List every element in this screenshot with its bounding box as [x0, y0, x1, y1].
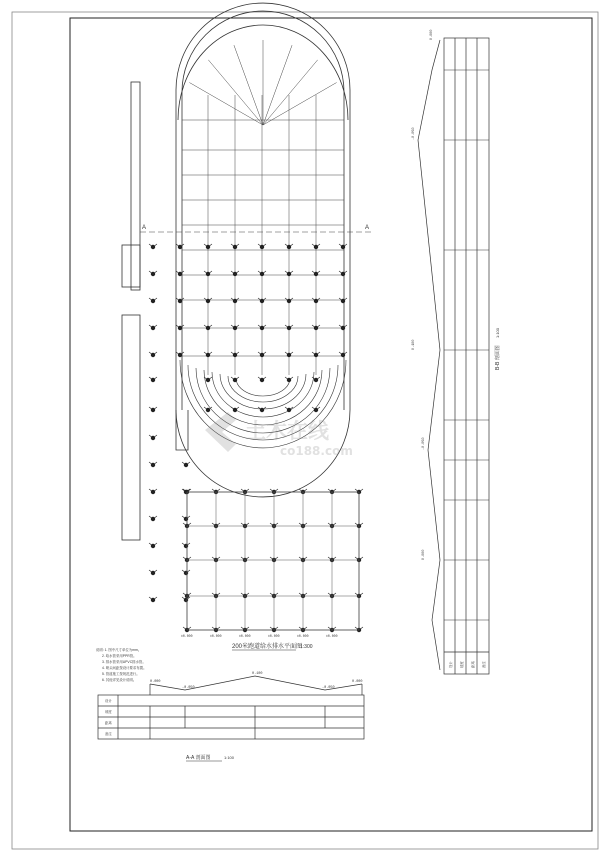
sprinkler-icon — [149, 543, 157, 548]
v-elev-label: -0.050 — [422, 437, 426, 450]
track-grid — [182, 95, 344, 375]
note-line: 3. 排水管采用UPVC排水管。 — [102, 660, 146, 664]
sprinkler-icon — [149, 489, 157, 494]
sprinkler-icon — [149, 435, 157, 440]
side-strip-1 — [131, 82, 140, 290]
v-row-label: 备注 — [482, 661, 486, 668]
sprinkler-icon — [149, 462, 157, 467]
h-elev-label: -0.050 — [182, 686, 195, 690]
sprinkler-icon — [149, 298, 157, 303]
sprinkler-icon — [149, 352, 157, 357]
section-v-profile — [418, 40, 440, 670]
h-row-label: 设计 — [105, 699, 112, 703]
section-v-scale: 1:100 — [495, 327, 500, 338]
fan-line — [263, 45, 292, 125]
h-elev-label: 0.000 — [352, 680, 363, 684]
fan-line — [263, 60, 318, 125]
section-marker-right: A — [365, 225, 370, 231]
sprinkler-icon — [258, 377, 266, 382]
side-strip-3 — [122, 315, 140, 540]
sprinkler-icon — [258, 407, 266, 412]
fan-line — [234, 45, 263, 125]
h-elev-label: -0.050 — [322, 686, 335, 690]
watermark-main: 土木在线 — [245, 419, 329, 443]
sprinkler-icon — [149, 325, 157, 330]
section-v-table — [444, 38, 489, 674]
note-line: 5. 管道施工按规范进行。 — [102, 672, 140, 676]
h-row-label: 备注 — [105, 732, 112, 736]
v-row-label: 距离 — [471, 661, 475, 668]
fan-line — [208, 60, 263, 125]
sprinkler-icon — [149, 244, 157, 249]
section-marker-left: A — [142, 225, 147, 231]
sprinkler-icon — [182, 570, 190, 575]
section-h-scale: 1:100 — [224, 755, 235, 760]
h-elev-label: 0.100 — [252, 672, 263, 676]
grid-elev-label: ±0.000 — [181, 634, 193, 638]
sprinkler-icon — [149, 407, 157, 412]
note-line: 2. 给水管采用PPR管。 — [102, 654, 137, 658]
section-h-title: A-A 剖面图 — [186, 755, 211, 761]
plan-title: 200米跑道给水排水平面图 — [232, 644, 303, 650]
grid-elev-label: ±0.000 — [268, 634, 280, 638]
sprinkler-icon — [339, 325, 347, 330]
sprinkler-icon — [182, 543, 190, 548]
grid-labels — [181, 634, 338, 638]
section-v-table-rows — [444, 70, 489, 620]
sprinkler-icon — [182, 462, 190, 467]
plan-scale: 1:300 — [300, 644, 313, 650]
v-elev-label: 0.000 — [422, 549, 426, 560]
note-line: 说明: 1. 图中尺寸单位为mm。 — [96, 648, 142, 652]
watermark-sub: co188.com — [280, 444, 353, 458]
section-v-title: B-B 剖面图 — [495, 345, 501, 370]
grid-elev-label: ±0.000 — [239, 634, 251, 638]
notes — [96, 647, 146, 682]
v-elev-label: -0.050 — [412, 127, 416, 140]
watermark — [205, 412, 353, 458]
fan-lines — [189, 40, 336, 125]
grid-elev-label: ±0.000 — [297, 634, 309, 638]
sprinkler-icon — [285, 377, 293, 382]
fan-line — [189, 83, 263, 126]
sprinkler-icon — [339, 244, 347, 249]
note-line: 6. 其他详见设计说明。 — [102, 678, 137, 682]
h-elev-label: 0.000 — [150, 680, 161, 684]
h-row-label: 距离 — [105, 721, 112, 725]
grid-elev-label: ±0.000 — [210, 634, 222, 638]
sprinkler-icon — [176, 271, 184, 276]
fan-line — [263, 83, 337, 126]
sprinkler-icon — [176, 352, 184, 357]
sprinkler-icon — [204, 407, 212, 412]
inner-border — [70, 18, 592, 831]
sprinkler-icon — [149, 377, 157, 382]
v-elev-label: 0.100 — [412, 339, 416, 350]
v-row-label: 设计 — [449, 661, 453, 668]
sprinkler-icon — [176, 298, 184, 303]
sprinkler-icon — [149, 516, 157, 521]
sprinkler-icon — [339, 271, 347, 276]
sprinkler-icon — [231, 377, 239, 382]
sprinkler-icon — [149, 271, 157, 276]
sprinkler-icon — [182, 516, 190, 521]
h-row-label: 坡度 — [105, 710, 112, 714]
v-row-label: 坡度 — [460, 661, 464, 668]
sprinkler-icon — [339, 298, 347, 303]
note-line: 4. 喷头间距按设计要求布置。 — [102, 666, 147, 670]
sprinkler-icon — [339, 352, 347, 357]
v-elev-label: 0.000 — [430, 29, 434, 40]
sprinkler-icon — [285, 407, 293, 412]
sprinkler-icon — [176, 244, 184, 249]
sprinkler-icon — [176, 325, 184, 330]
sprinkler-icon — [149, 570, 157, 575]
grid-elev-label: ±0.000 — [326, 634, 338, 638]
section-h-table — [98, 695, 364, 739]
sprinkler-icon — [149, 597, 157, 602]
